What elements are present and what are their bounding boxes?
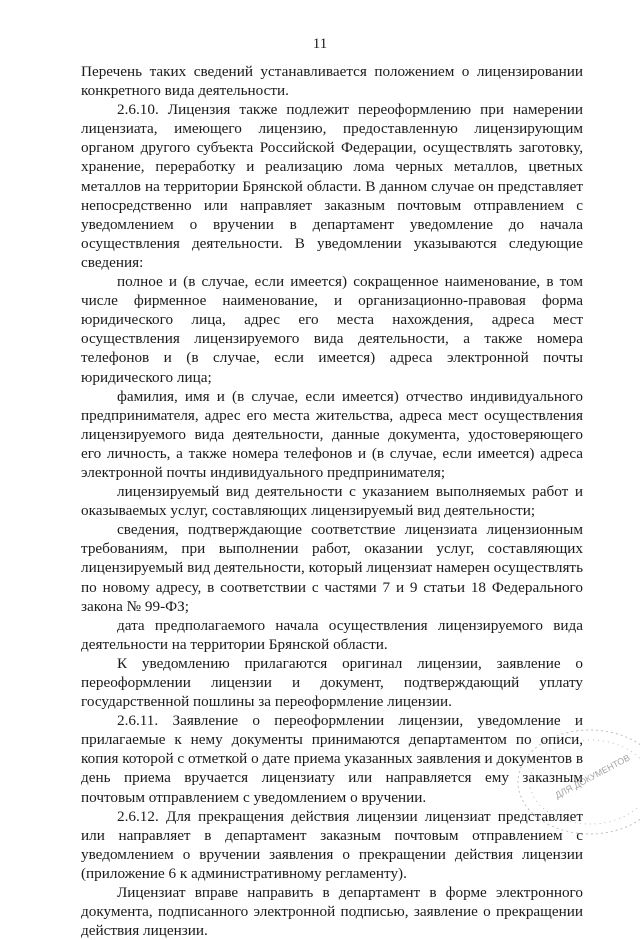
paragraph-activity-type: лицензируемый вид деятельности с указанием выполняемых работ и оказываемых услуг, составляющих лицензируемый вид деятельности; [81,483,583,520]
paragraph-intro: Перечень таких сведений устанавливается положением о лицензировании конкретного вида деятельности. [81,63,583,100]
paragraph-electronic-form: Лицензиат вправе направить в департамент в форме электронного документа, подписанного электронной подписью, заявление о прекращении действия лицензии. [81,884,583,940]
paragraph-legal-entity: полное и (в случае, если имеется) сокращенное наименование, в том числе фирменное наименование, и организационно-правовая форма юридического лица, адрес его места нахождения, адреса мест осуществления лицензируемого вида деятельности, а также номера телефонов и (в случае, если имеется) адреса электронной почты юридического лица; [81,273,583,386]
paragraph-2-6-12: 2.6.12. Для прекращения действия лицензии лицензиат представляет или направляет в департамент заказным почтовым отправлением с уведомлением о вручении заявления о прекращении действия лицензии (приложение 6 к административному регламенту). [81,807,583,882]
document-body [81,62,583,940]
stamp-text: ДЛЯ ДОКУМЕНТОВ [553,752,632,801]
paragraph-start-date: дата предполагаемого начала осуществления лицензируемого вида деятельности на территории Брянской области. [81,616,583,653]
paragraph-individual: фамилия, имя и (в случае, если имеется) отчество индивидуального предпринимателя, адрес его места жительства, адреса мест осуществления лицензируемого вида деятельности, данные документа, удостоверяющего его личность, а также номера телефонов и (в случае, если имеется) адреса электронной почты индивидуального предпринимателя; [81,387,583,481]
paragraph-2-6-10: 2.6.10. Лицензия также подлежит переоформлению при намерении лицензиата, имеющего лицензию, предоставленную лицензирующим органом другого субъекта Российской Федерации, осуществлять заготовку, хранение, переработку и реализацию лома черных металлов, цветных металлов на территории Брянской области. В данном случае он представляет непосредственно или направляет заказным почтовым отправлением с уведомлением о вручении в департамент уведомление до начала осуществления деятельности. В уведомлении указываются следующие сведения: [81,101,583,271]
paragraph-2-6-11: 2.6.11. Заявление о переоформлении лицензии, уведомление и прилагаемые к нему документы принимаются департаментом по описи, копия которой с отметкой о дате приема указанных заявления и документов в день приема вручается лицензиату или направляется ему заказным почтовым отправлением с уведомлением о вручении. [81,712,583,806]
paragraph-compliance: сведения, подтверждающие соответствие лицензиата лицензионным требованиям, при выполнении работ, оказании услуг, составляющих лицензируемый вид деятельности, который лицензиат намерен осуществлять по новому адресу, в соответствии с частями 7 и 9 статьи 18 Федерального закона № 99-ФЗ; [81,521,583,615]
page-number: 11 [312,36,328,52]
paragraph-attachments: К уведомлению прилагаются оригинал лицензии, заявление о переоформлении лицензии и документ, подтверждающий уплату государственной пошлины за переоформление лицензии. [81,654,583,711]
